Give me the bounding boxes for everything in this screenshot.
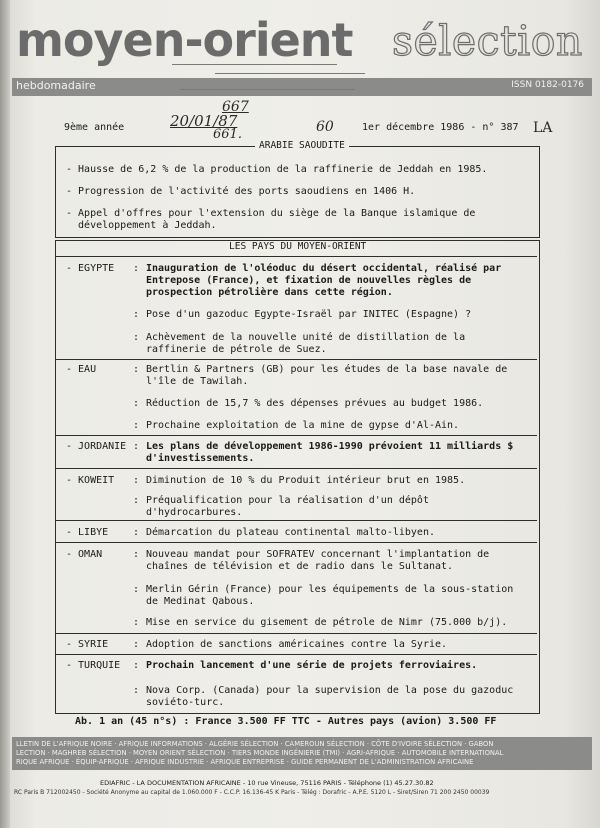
news-item: l'île de Tawilah.	[146, 376, 249, 387]
colon: :	[133, 617, 140, 628]
news-item: Nouveau mandat pour SOFRATEV concernant l'implantation de	[146, 549, 490, 560]
masthead-band	[12, 78, 592, 96]
news-item: Prochain lancement d'une série de projets ferroviaires.	[146, 660, 478, 671]
legal-line: RC Paris B 712002450 - Société Anonyme au capital de 1.060.000 F - C.C.P. 16.136-45 K Paris - Télég : Dorafric - A.P.E. 5120 L - Siret/Siren 71 200 2450 00039	[14, 789, 490, 796]
news-item: Bertlin & Partners (GB) pour les études de la base navale de	[146, 364, 508, 375]
news-item: Prochaine exploitation de la mine de gypse d'Al-Ain.	[146, 420, 460, 431]
handwritten-note: 661.	[213, 127, 242, 142]
divider	[56, 359, 537, 360]
arabie-item: - Hausse de 6,2 % de la production de la raffinerie de Jeddah en 1985.	[66, 164, 488, 175]
news-item: Réduction de 15,7 % des dépenses prévues au budget 1986.	[146, 398, 484, 409]
news-item: raffinerie de pétrole de Suez.	[146, 344, 327, 355]
colon: :	[133, 398, 140, 409]
news-item: chaînes de télévision et de radio dans le Sultanat.	[146, 561, 454, 572]
year-label: 9ème année	[64, 122, 125, 133]
news-item: Merlin Gérin (France) pour les équipements de la sous-station	[146, 584, 514, 595]
colon: :	[133, 639, 140, 650]
handwritten-note: 20/01/87	[170, 112, 238, 130]
news-item: d'investissements.	[146, 453, 255, 464]
divider	[56, 542, 537, 543]
section-heading-pays: LES PAYS DU MOYEN-ORIENT	[225, 241, 370, 252]
news-item: Diminution de 10 % du Produit intérieur brut en 1985.	[146, 475, 466, 486]
news-item: Adoption de sanctions américaines contre la Syrie.	[146, 639, 448, 650]
news-item: de Medinat Qabous.	[146, 596, 255, 607]
colon: :	[133, 332, 140, 343]
country-label: - SYRIE	[66, 639, 109, 650]
stamp-scribble	[172, 64, 337, 65]
divider	[56, 520, 537, 521]
news-item: Inauguration de l'oléoduc du désert occidental, réalisé par	[146, 263, 502, 274]
colon: :	[133, 495, 140, 506]
colon: :	[133, 441, 140, 452]
news-item: Préqualification pour la réalisation d'un dépôt	[146, 495, 429, 506]
news-item: Nova Corp. (Canada) pour la supervision de la pose du gazoduc	[146, 685, 514, 696]
subscription-price: Ab. 1 an (45 n°s) : France 3.500 FF TTC - Autres pays (avion) 3.500 FF	[75, 716, 497, 727]
handwritten-note: 60	[316, 119, 334, 135]
colon: :	[133, 584, 140, 595]
colon: :	[133, 263, 140, 274]
issue-date-number: 1er décembre 1986 - n° 387	[362, 122, 519, 133]
colon: :	[133, 364, 140, 375]
colon: :	[133, 309, 140, 320]
publisher-address: EDIAFRIC - LA DOCUMENTATION AFRICAINE - 10 rue Vineuse, 75116 PARIS - Téléphone (1) 45.27.30.82	[100, 779, 434, 787]
colon: :	[133, 549, 140, 560]
news-item: Les plans de développement 1986-1990 prévoient 11 milliards $	[146, 441, 514, 452]
handwritten-note: LA	[533, 120, 553, 136]
divider	[56, 435, 537, 436]
arabie-item: développement à Jeddah.	[66, 220, 217, 231]
country-label: - KOWEIT	[66, 475, 115, 486]
divider	[56, 654, 537, 655]
frequency-label: hebdomadaire	[16, 79, 96, 92]
news-item: Entrepose (France), et fixation de nouvelles règles de	[146, 275, 472, 286]
news-item: Démarcation du plateau continental malto-libyen.	[146, 527, 435, 538]
handwritten-note: 667	[222, 99, 249, 115]
news-item: Pose d'un gazoduc Egypte-Israël par INITEC (Espagne) ?	[146, 309, 472, 320]
masthead-subtitle: sélection	[392, 17, 583, 65]
country-label: - LIBYE	[66, 527, 109, 538]
news-item: d'hydrocarbures.	[146, 507, 243, 518]
country-label: - OMAN	[66, 549, 103, 560]
news-item: Achèvement de la nouvelle unité de distillation de la	[146, 332, 466, 343]
divider	[56, 633, 537, 634]
colon: :	[133, 660, 140, 671]
section-heading-arabie: ARABIE SAOUDITE	[255, 140, 349, 151]
stamp-scribble	[180, 89, 355, 90]
country-label: - EGYPTE	[66, 263, 115, 274]
news-item: soviéto-turc.	[146, 697, 225, 708]
stamp-scribble	[215, 73, 365, 74]
masthead-title: moyen-orient	[16, 13, 353, 67]
divider	[56, 256, 537, 257]
arabie-item: - Progression de l'activité des ports saoudiens en 1406 H.	[66, 186, 416, 197]
news-item: Mise en service du gisement de pétrole de Nimr (75.000 b/j).	[146, 617, 508, 628]
country-label: - EAU	[66, 364, 97, 375]
publications-line: RIQUE AFRIQUE · ÉQUIP-AFRIQUE · AFRIQUE INDUSTRIE · AFRIQUE ENTREPRISE · GUIDE PERMANENT DE L'ADMINISTRATION AFRICAINE	[16, 758, 474, 766]
colon: :	[133, 527, 140, 538]
colon: :	[133, 420, 140, 431]
colon: :	[133, 685, 140, 696]
arabie-item: - Appel d'offres pour l'extension du siège de la Banque islamique de	[66, 208, 476, 219]
divider	[56, 468, 537, 469]
publications-line: LLETIN DE L'AFRIQUE NOIRE · AFRIQUE INFORMATIONS · ALGÉRIE SÉLECTION · CAMEROUN SÉLECTION · CÔTE D'IVOIRE SÉLECTION · GABON	[16, 740, 494, 748]
publications-line: LECTION · MAGHREB SÉLECTION · MOYEN ORIENT SÉLECTION · TIERS MONDE INGÉNIERIE (TMI) · AGRI-AFRIQUE · AUTOMOBILE INTERNATIONAL	[16, 749, 504, 757]
country-label: - TURQUIE	[66, 660, 121, 671]
news-item: prospection pétrolière dans cette région.	[146, 287, 393, 298]
publications-band	[12, 737, 592, 770]
colon: :	[133, 475, 140, 486]
issn-label: ISSN 0182-0176	[511, 80, 584, 90]
binding-edge	[0, 0, 10, 828]
country-label: - JORDANIE	[66, 441, 127, 452]
